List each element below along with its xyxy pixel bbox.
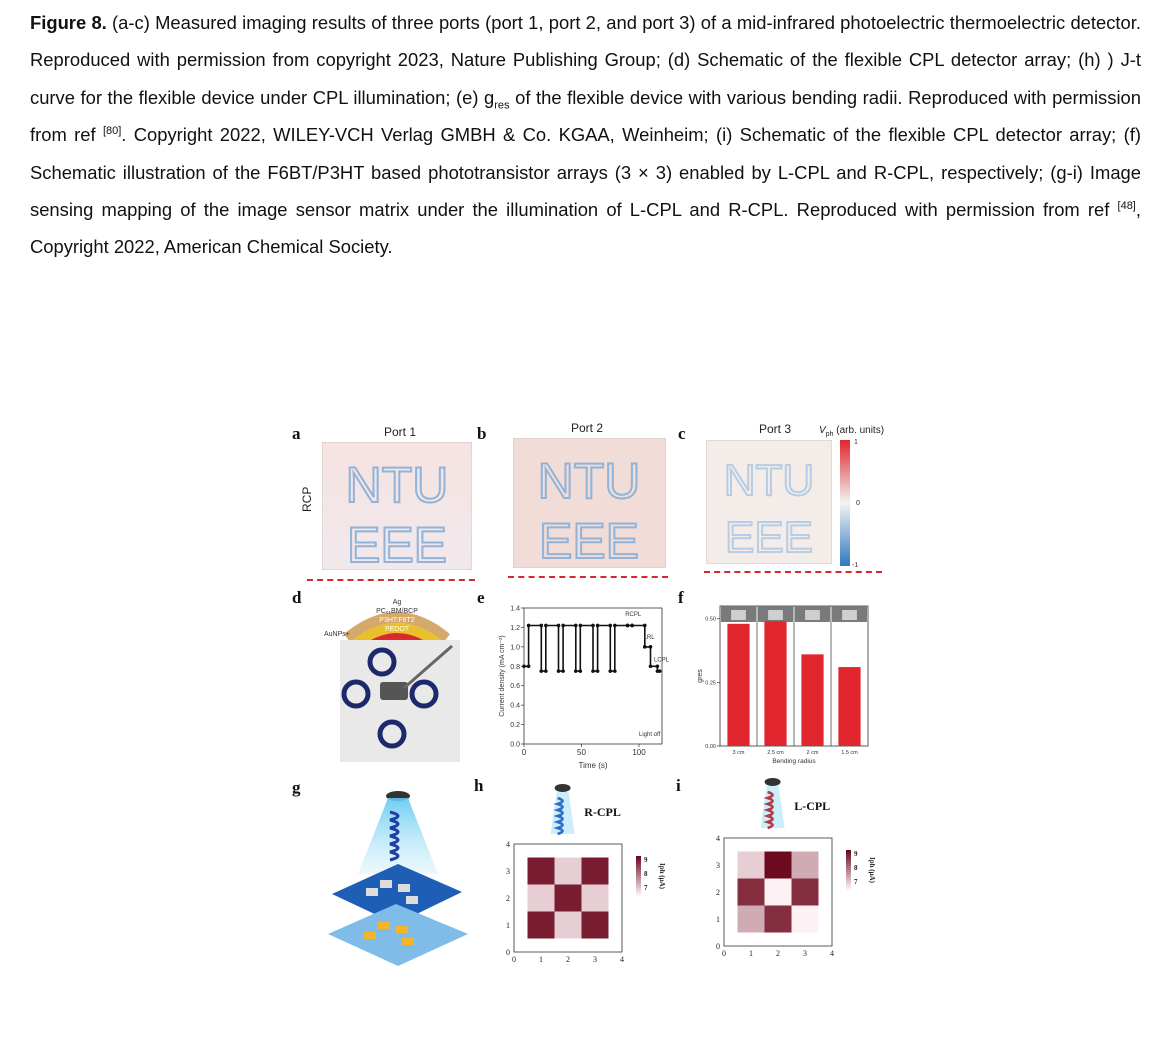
- colorbar-step: [636, 860, 641, 862]
- colorbar-title: [819, 425, 884, 438]
- colorbar-step: [846, 888, 851, 890]
- layer-ag: Ag: [392, 599, 402, 606]
- colorbar-step: [636, 856, 641, 858]
- y-tick-label: 4: [716, 834, 720, 843]
- bar-1: [764, 621, 786, 746]
- colorbar-step: [636, 866, 641, 868]
- heatmap-cell: [555, 912, 582, 939]
- colorbar-step: [846, 876, 851, 878]
- y-tick-label: 4: [506, 840, 510, 849]
- heatmap-cell: [582, 912, 609, 939]
- annotation-lrl: LRL: [643, 635, 655, 642]
- light-source-icon: [765, 778, 781, 786]
- heatmap-cell: [738, 906, 765, 933]
- colorbar-step: [846, 850, 851, 852]
- port1-title: Port 1: [384, 425, 417, 439]
- annotation-light-off: Light off: [639, 732, 661, 739]
- y-tick-label: 1: [506, 921, 510, 930]
- y-tick-label: 0.25: [705, 680, 716, 687]
- data-point: [643, 645, 647, 649]
- data-point: [574, 669, 578, 673]
- colorbar-tick-label: 8: [644, 870, 648, 878]
- layer-pcbm: PC₆₁BM/BCP: [376, 608, 418, 615]
- x-tick-label: 0: [512, 955, 516, 964]
- colorbar-step: [636, 888, 641, 890]
- y-tick-label: 0: [506, 948, 510, 957]
- x-tick-label: 3 cm: [732, 750, 745, 756]
- bending-photo-detail: [842, 610, 857, 620]
- y-tick-label: 0.6: [510, 683, 520, 691]
- x-tick-label: 4: [620, 955, 624, 964]
- y-tick-label: 3: [506, 867, 510, 876]
- colorbar-title-v: V: [819, 425, 826, 436]
- data-point: [591, 669, 595, 673]
- y-tick-label: 1.4: [510, 605, 520, 613]
- rcp-label: RCP: [300, 486, 314, 512]
- x-tick-label: 2: [776, 949, 780, 958]
- data-point: [539, 669, 543, 673]
- x-tick-label: 2.5 cm: [767, 750, 784, 756]
- y-tick-label: 0: [716, 942, 720, 951]
- data-point: [579, 624, 583, 628]
- heatmap-cell: [765, 906, 792, 933]
- heatmap-cell: [582, 858, 609, 885]
- panel-a-text-eee: EEE: [346, 517, 448, 570]
- x-axis-label: Time (s): [578, 761, 608, 770]
- caption-text-2: of the flexible device with various bending radii. Reproduced with permission from ref: [30, 86, 1141, 146]
- data-point: [574, 624, 578, 628]
- data-point: [658, 669, 662, 673]
- heatmap-cell: [528, 885, 555, 912]
- data-point: [608, 624, 612, 628]
- caption-ref-48: [48]: [1117, 199, 1136, 212]
- heatmap-cell: [765, 879, 792, 906]
- y-tick-label: 0.00: [705, 744, 716, 750]
- panel-letter-e: e: [477, 588, 485, 607]
- panel-d-device: [322, 596, 472, 762]
- panel-letter-g: g: [292, 778, 301, 797]
- y-tick-label: 2: [506, 894, 510, 903]
- panel-letter-d: d: [292, 588, 302, 607]
- panel-i-heatmap: [702, 778, 882, 970]
- x-tick-label: 4: [830, 949, 834, 958]
- colorbar-tick-label: 9: [854, 850, 858, 858]
- x-tick-label: 50: [577, 748, 586, 757]
- data-point: [613, 624, 617, 628]
- x-tick-label: 1: [539, 955, 543, 964]
- colorbar-step: [636, 862, 641, 864]
- data-point: [557, 624, 561, 628]
- colorbar-step: [846, 886, 851, 888]
- colorbar-step: [846, 856, 851, 858]
- colorbar-step: [636, 886, 641, 888]
- colorbar-step: [846, 880, 851, 882]
- data-point: [608, 669, 612, 673]
- colorbar-step: [636, 874, 641, 876]
- panel-c-text-eee: EEE: [724, 513, 814, 562]
- data-point: [626, 624, 630, 628]
- colorbar-step: [636, 882, 641, 884]
- data-point: [539, 624, 543, 628]
- figure-caption: [30, 4, 1141, 266]
- y-axis-label: gres: [697, 669, 704, 683]
- data-point: [596, 669, 600, 673]
- bending-photo-detail: [768, 610, 783, 620]
- colorbar-title-sub: ph: [825, 431, 834, 438]
- panel-e-chart: [496, 596, 676, 776]
- data-point: [527, 624, 531, 628]
- heatmap-cell: [738, 879, 765, 906]
- x-tick-label: 100: [632, 748, 646, 757]
- y-tick-label: 0.50: [705, 616, 716, 623]
- data-point: [561, 669, 565, 673]
- colorbar-step: [846, 866, 851, 868]
- panel-letter-i: i: [676, 776, 681, 795]
- panel-h-heatmap: [492, 784, 672, 972]
- layer-pedot: PEDOT: [384, 626, 410, 633]
- x-tick-label: 1.5 cm: [841, 750, 858, 756]
- colorbar-step: [846, 884, 851, 886]
- panel-b-image: [513, 438, 666, 568]
- colorbar-step: [846, 858, 851, 860]
- heatmap-cell: [528, 858, 555, 885]
- data-point: [596, 624, 600, 628]
- data-point: [522, 664, 526, 668]
- caption-text-1: (a-c) Measured imaging results of three ports (port 1, port 2, and port 3) of a mid-infrared photoelectric thermoelectric detector. Reproduced with permission from copyright 2023, Nature Publishing Group; (d) Schematic of the flexible CPL detector array; (h) ) J-t curve for the flexible device under CPL illumination; (e) g: [30, 12, 1141, 108]
- colorbar-step: [846, 864, 851, 866]
- port2-title: Port 2: [571, 421, 604, 435]
- series-line: [524, 626, 660, 672]
- heatmap-cell: [555, 858, 582, 885]
- figure-label: Figure 8.: [30, 12, 107, 33]
- bending-photo-detail: [731, 610, 746, 620]
- heatmap-cell: [528, 912, 555, 939]
- bar-2: [801, 654, 823, 746]
- panel-letter-f: f: [678, 588, 684, 607]
- y-tick-label: 1: [716, 915, 720, 924]
- heatmap-cell: [738, 852, 765, 879]
- heatmap-title: L-CPL: [794, 799, 831, 813]
- colorbar-step: [636, 894, 641, 896]
- y-tick-label: 1.2: [510, 624, 520, 632]
- panel-c-text-ntu: NTU: [723, 456, 815, 505]
- colorbar-max: 1: [854, 439, 858, 446]
- heatmap-cell: [792, 879, 819, 906]
- colorbar-mid: 0: [856, 500, 860, 507]
- y-tick-label: 1.0: [510, 644, 520, 652]
- y-tick-label: 0.4: [510, 702, 520, 710]
- data-point: [649, 645, 653, 649]
- panel-f-chart: [690, 596, 875, 771]
- bar-3: [838, 667, 860, 746]
- caption-text-3: . Copyright 2022, WILEY-VCH Verlag GMBH & Co. KGAA, Weinheim; (i) Schematic of the flexible CPL detector array; (f) Schematic illustration of the F6BT/P3HT based phototransistor arrays (3 × 3) enabled by L-CPL and R-CPL, respectively; (g-i) Image sensing mapping of the image sensor matrix under the illumination of L-CPL and R-CPL. Reproduced with permission from ref: [30, 124, 1141, 221]
- x-tick-label: 0: [521, 748, 527, 757]
- data-point: [630, 624, 634, 628]
- y-tick-label: 0.2: [510, 722, 520, 730]
- colorbar-tick-label: 8: [854, 864, 858, 872]
- colorbar-title-rest: (arb. units): [833, 425, 885, 436]
- colorbar-tick-label: 7: [644, 884, 648, 892]
- panel-g-schematic: [322, 784, 472, 974]
- panel-letter-b: b: [477, 424, 487, 443]
- data-point: [527, 664, 531, 668]
- bending-photo-detail: [805, 610, 820, 620]
- colorbar: [838, 438, 868, 570]
- data-point: [643, 624, 647, 628]
- colorbar-step: [636, 880, 641, 882]
- colorbar-step: [636, 858, 641, 860]
- colorbar-label: Iph (μA): [868, 857, 876, 883]
- colorbar-step: [846, 862, 851, 864]
- colorbar-tick-label: 7: [854, 878, 858, 886]
- heatmap-cell: [765, 852, 792, 879]
- panel-c-image: [706, 440, 832, 564]
- colorbar-step: [846, 860, 851, 862]
- layer-aunps: AuNPs+: [324, 631, 350, 638]
- heatmap-cell: [792, 852, 819, 879]
- dashed-line-c: [704, 571, 882, 573]
- data-point: [561, 624, 565, 628]
- dashed-line-a: [307, 579, 475, 581]
- bar-0: [727, 624, 749, 746]
- light-source-icon: [555, 784, 571, 792]
- data-point: [591, 624, 595, 628]
- data-point: [557, 669, 561, 673]
- colorbar-step: [846, 854, 851, 856]
- x-tick-label: 3: [803, 949, 807, 958]
- annotation-lcpl: LCPL: [653, 657, 669, 664]
- x-tick-label: 2 cm: [806, 750, 819, 756]
- data-point: [613, 669, 617, 673]
- panel-b-text-eee: EEE: [538, 513, 640, 568]
- colorbar-step: [636, 872, 641, 874]
- colorbar-step: [636, 878, 641, 880]
- colorbar-min: -1: [852, 562, 859, 569]
- colorbar-step: [636, 876, 641, 878]
- data-point: [544, 669, 548, 673]
- panel-b-text-ntu: NTU: [537, 453, 641, 509]
- colorbar-step: [846, 882, 851, 884]
- dashed-line-b: [508, 576, 668, 578]
- colorbar-step: [636, 868, 641, 870]
- data-point: [649, 664, 653, 668]
- colorbar-step: [846, 872, 851, 874]
- colorbar-step: [636, 890, 641, 892]
- x-tick-label: 0: [722, 949, 726, 958]
- colorbar-step: [846, 874, 851, 876]
- y-axis-label: Current density (mA cm⁻²): [499, 635, 506, 717]
- x-axis-label: Bending radius: [772, 758, 816, 765]
- y-tick-label: 3: [716, 861, 720, 870]
- y-tick-label: 0.0: [510, 741, 520, 749]
- colorbar-step: [636, 870, 641, 872]
- heatmap-cell: [555, 885, 582, 912]
- colorbar-step: [846, 878, 851, 880]
- data-point: [656, 664, 660, 668]
- panel-letter-h: h: [474, 776, 484, 795]
- colorbar-step: [846, 870, 851, 872]
- data-point: [544, 624, 548, 628]
- panel-a-image: [322, 442, 472, 570]
- x-tick-label: 1: [749, 949, 753, 958]
- panel-letter-a: a: [292, 424, 301, 443]
- heatmap-cell: [582, 885, 609, 912]
- colorbar-step: [846, 868, 851, 870]
- colorbar-step: [636, 864, 641, 866]
- colorbar-step: [636, 884, 641, 886]
- y-tick-label: 0.8: [510, 663, 520, 671]
- colorbar-label: Iph (μA): [658, 863, 666, 889]
- colorbar-tick-label: 9: [644, 856, 648, 864]
- colorbar-step: [846, 852, 851, 854]
- panel-a-text-ntu: NTU: [345, 457, 449, 513]
- caption-ref-80: [80]: [102, 125, 122, 138]
- x-tick-label: 2: [566, 955, 570, 964]
- caption-text-4: , Copyright 2022, American Chemical Society.: [30, 199, 1141, 258]
- x-tick-label: 3: [593, 955, 597, 964]
- heatmap-title: R-CPL: [584, 805, 621, 819]
- colorbar-step: [636, 892, 641, 894]
- data-point: [579, 669, 583, 673]
- layer-p3ht: P3HT:F8T2: [379, 617, 415, 624]
- annotation-rcpl: RCPL: [625, 611, 642, 618]
- caption-subscript: res: [494, 99, 510, 112]
- heatmap-cell: [792, 906, 819, 933]
- y-tick-label: 2: [716, 888, 720, 897]
- port3-title: Port 3: [759, 422, 792, 436]
- panel-letter-c: c: [678, 424, 686, 443]
